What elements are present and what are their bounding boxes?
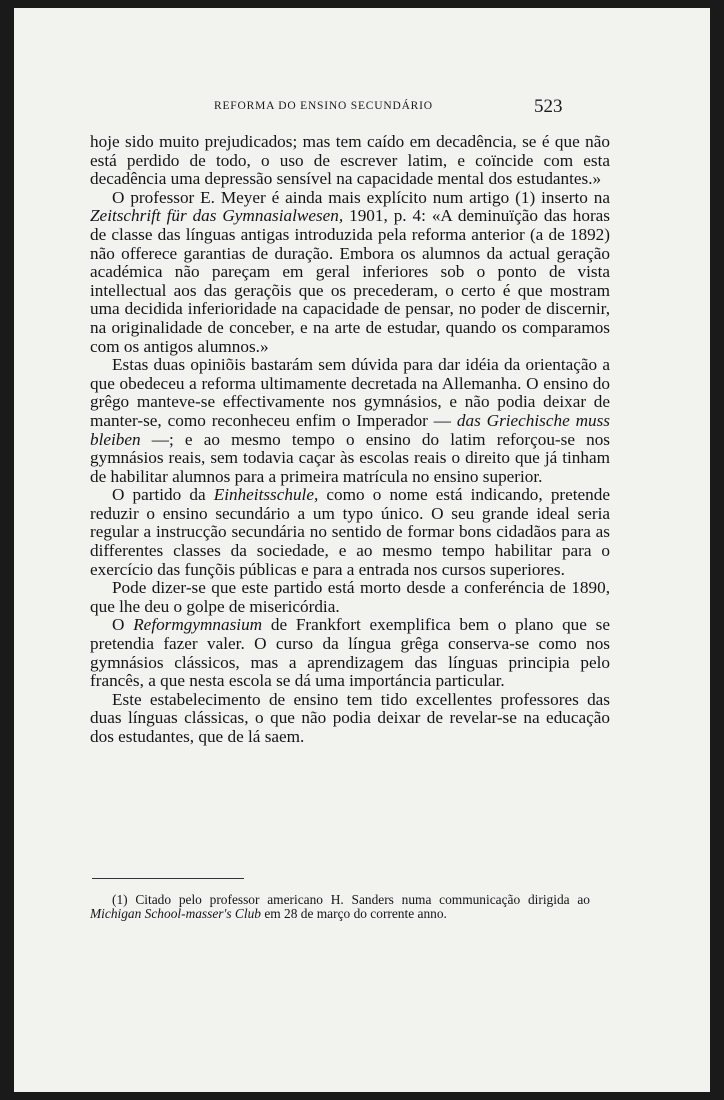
text-run: hoje sido muito prejudicados; mas tem caído em decadência, se é que não está perdido de todo, o uso de escrever latim, e coïncide com esta decadência uma depressão sensível na capacidade mental dos estudantes.» [90, 132, 610, 189]
text-run: (1) Citado pelo professor americano H. Sanders numa communicação dirigida ao [112, 892, 590, 907]
italic-text: Reformgymnasium [133, 615, 263, 635]
book-page [14, 8, 710, 1092]
paragraph [90, 133, 610, 189]
paragraph [90, 356, 610, 486]
text-run: como o nome está indicando, pretende reduzir o ensino secundário a um typo único. O seu grande ideal seria regular a instrucção secundária no sentido de formar bons cidadãos para as differentes classes da sociedade, e ao mesmo tempo habilitar para o exercício das funçõis públicas e para a entrada nos cursos superiores. [90, 485, 610, 579]
text-run: Pode dizer-se que este partido está morto desde a conferéncia de 1890, que lhe deu o golpe de misericórdia. [90, 578, 610, 616]
page-number: 523 [534, 96, 563, 117]
page-header [14, 96, 710, 120]
footnote-divider [92, 878, 244, 879]
text-run: O professor E. Meyer é ainda mais explícito num artigo (1) inserto na [112, 187, 610, 207]
running-title: REFORMA DO ENSINO SECUNDÁRIO [214, 100, 433, 112]
text-run: —; e ao mesmo tempo o ensino do latim reforçou-se nos gymnásios reais, sem todavia caçar às escolas reais o direito que já tinham de habilitar alumnos para a primeira matrícula no ensino superior. [90, 429, 610, 486]
text-run: Este estabelecimento de ensino tem tido excellentes professores das duas línguas clássicas, o que não podia deixar de revelar-se na educação dos estudantes, que de lá saem. [90, 689, 610, 746]
footnote [90, 893, 590, 921]
italic-text: Zeitschrift für das Gymnasialwesen, [90, 206, 344, 226]
paragraph [90, 486, 610, 579]
footnote-text [90, 893, 590, 921]
text-run: Estas duas opiniõis bastarám sem dúvida para dar idéia da orientação a que obedeceu a reforma ultimamente decretada na Allemanha. O ensino do grêgo manteve-se effectivamente nos gymnásios, e não podia deixar de manter-se, como reconheceu enfim o Imperador — [90, 355, 610, 430]
paragraph [90, 579, 610, 616]
text-run: O partido da [112, 485, 214, 505]
italic-text: Einheitsschule, [213, 485, 319, 505]
paragraph [90, 189, 610, 356]
italic-text: Michigan School-masser's Club [90, 906, 261, 921]
text-run: O [112, 615, 134, 635]
italic-text: das Griechische muss bleiben [90, 410, 610, 449]
text-run: em 28 de março do corrente anno. [260, 906, 447, 921]
text-run: 1901, p. 4: «A deminuïção das horas de classe das línguas antigas introduzida pela reforma anterior (a de 1892) não offerece garantias de duração. Embora os alumnos da actual geração académica não pareçam em geral inferiores sob o ponto de vista intellectual aos das geraçõis que os precederam, o certo é que mostram uma decidida inferioridade na capacidade de pensar, no poder de discernir, na originalidade de conceber, e na arte de estudar, quando os comparamos com os antigos alumnos.» [90, 206, 610, 356]
paragraph [90, 691, 610, 747]
body-text [90, 133, 610, 747]
text-run: de Frankfort exemplifica bem o plano que se pretendia fazer valer. O curso da língua grêga conserva-se como nos gymnásios clássicos, mas a aprendizagem das línguas principia pelo francês, a que nesta escola se dá uma importáncia particular. [90, 615, 610, 691]
paragraph [90, 616, 610, 690]
